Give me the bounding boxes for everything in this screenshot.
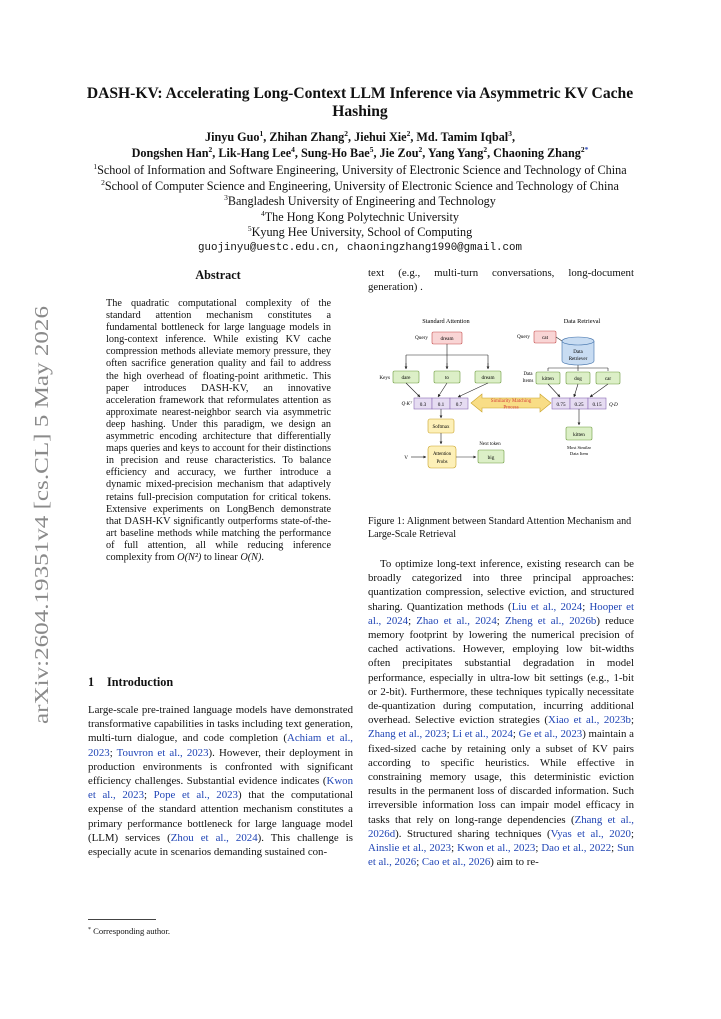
author-list xyxy=(40,129,680,161)
fig-r-query-token: cat xyxy=(541,335,549,341)
fig-score-value: 0.1 xyxy=(437,402,445,408)
fig-r-query-label: Query xyxy=(517,334,530,340)
affiliation-row xyxy=(10,225,710,241)
author-affiliation-mark: 2 xyxy=(208,145,213,154)
figure-1-diagram xyxy=(368,315,634,490)
fig-arrow xyxy=(406,383,420,397)
citation-link[interactable]: Zhang et al., 2026d xyxy=(368,813,634,840)
author-affiliation-mark: 2 xyxy=(483,145,488,154)
fig-result-token: kitten xyxy=(573,432,585,438)
fig-attention-probs-line1: Attention xyxy=(432,452,452,457)
citation-separator: ; xyxy=(630,714,634,727)
section-heading-introduction xyxy=(88,675,173,690)
affiliation-row xyxy=(10,210,710,226)
citation-link[interactable]: Kwon et al., 2023 xyxy=(88,775,353,802)
fig-score-value: 0.3 xyxy=(419,402,427,408)
citation-link[interactable]: Hooper et al., 2024 xyxy=(368,600,635,627)
fig-right-title: Data Retrieval xyxy=(563,318,601,325)
abstract-text-a: The quadratic computational complexity of the standard attention mechanism constitutes a fundamental bottleneck for large language models in long-context inference. While existing KV cache compression methods alleviate memory pressure, they often sacrifice generation quality and fail to address the high overhead of floating-point arithmetic. This paper introduces DASH-KV, an innovative acceleration framework that reformulates attention as approximate nearest-neighbor search via asymmetric deep hashing. Under this paradigm, we design an asymmetric encoding architecture that differentially maps queries and keys to account for their distinctions in precision and reuse characteristics. To balance efficiency and accuracy, we further introduce a dynamic mixed-precision mechanism that adaptively retains full-precision computation for critical tokens. Extensive experiments on LongBench demonstrate that DASH-KV significantly outperforms state-of-the-art baseline methods while matching the performance of full attention, all while reducing inference complexity from xyxy=(106,298,331,563)
author-name: Lik-Hang Lee xyxy=(218,146,292,160)
citation-separator: ; xyxy=(446,728,453,741)
fig-result-label-line2: Data Item xyxy=(569,451,589,456)
fig-arrow xyxy=(590,384,608,397)
para-text: ) maintain a fixed-sized cache by retaining only a subset of KV pairs according to specific heuristics. While effective in constraining memory usage, this deterministic eviction results in the permanent loss of discarded information. Such irreversible information loss can impair model efficacy in tasks that rely on long-range dependencies ( xyxy=(368,728,634,826)
affiliation-mark: 1 xyxy=(93,162,98,171)
fig-r-score-value: 0.75 xyxy=(556,402,566,408)
section-title: Introduction xyxy=(107,675,174,689)
citation-link[interactable]: Zheng et al., 2026b xyxy=(504,614,597,627)
figure-1 xyxy=(368,315,634,490)
abstract-text-c: . xyxy=(261,551,264,563)
intro-text-1: Large-scale pre-trained language models have demonstrated transformative capabilities in tasks including text generation, multi-turn dialogue, and code completion ( xyxy=(88,704,353,745)
citation-link[interactable]: Zhao et al., 2024 xyxy=(416,614,497,627)
affiliation-row xyxy=(10,194,710,210)
contact-emails[interactable]: guojinyu@uestc.edu.cn, chaoningzhang1990@gmail.com xyxy=(198,241,522,254)
affiliation-text: School of Information and Software Engineering, University of Electronic Science and Technology of China xyxy=(97,163,627,177)
fig-db-label-line2: Retriever xyxy=(568,357,588,362)
fig-data-item: kitten xyxy=(542,376,554,382)
affiliation-mark: 4 xyxy=(260,208,265,218)
author-name: Chaoning Zhang xyxy=(493,146,581,160)
affiliation-text: The Hong Kong Polytechnic University xyxy=(264,209,460,224)
fig-attention-probs-line2: Probs xyxy=(436,460,448,465)
citation-link[interactable]: Vyas et al., 2020 xyxy=(550,827,631,840)
author-name: Dongshen Han xyxy=(131,146,209,160)
citation-link[interactable]: Kwon et al., 2023 xyxy=(457,842,536,855)
fig-next-token: big xyxy=(487,455,495,461)
fig-similarity-line1: Similarity Matching xyxy=(490,399,532,404)
citation-link[interactable]: Cao et al., 2026 xyxy=(421,856,491,869)
footnote xyxy=(88,926,170,936)
fig-key-token: dream xyxy=(481,375,495,381)
fig-arrow xyxy=(574,384,578,397)
fig-key-token: to xyxy=(444,375,450,381)
affiliation-mark: 2 xyxy=(101,177,105,187)
right-column-continuation: text (e.g., multi-turn conversations, long-document generation) . xyxy=(368,267,634,294)
author-line-1: Jinyu Guo$^1$, Zhihan Zhang$^2$, Jiehui Xie$^2$, Md. Tamim Iqbal$^3$, xyxy=(205,129,515,144)
fig-r-score-value: 0.25 xyxy=(574,402,584,408)
author-affiliation-mark: 2 xyxy=(418,145,423,154)
para-text: ) reduce memory footprint by lowering the numerical precision of cached activations. However, employing low bit-widths often precipitates substantial degradation in model performance, especially in ultra-low bit settings (e.g., 1-bit or 2-bit). Furthermore, these techniques typically necessitate de-quantization during computation, incurring additional overhead. Selective eviction strategies ( xyxy=(368,614,634,727)
author-affiliation-mark: 3 xyxy=(508,129,512,138)
citation-link[interactable]: Sun et al., 2026 xyxy=(368,842,635,869)
intro-text-3: ) that the computational expense of the standard attention mechanism constitutes a primary performance bottleneck for large language model (LLM) services ( xyxy=(88,789,353,844)
intro-text-2: ). However, their deployment in production environments is confronted with significant efficiency challenges. Substantial evidence indicates ( xyxy=(88,746,354,788)
intro-text-4: ). This challenge is especially acute in scenarios demanding sustained con- xyxy=(88,831,353,859)
fig-left-title: Standard Attention xyxy=(422,318,470,325)
author-affiliation-mark: 2 xyxy=(344,129,348,138)
author-name: Yang Yang xyxy=(427,146,484,160)
fig-result-label-line1: Most Similar xyxy=(566,445,592,450)
citation-separator: ; xyxy=(535,842,542,855)
corresponding-author-mark[interactable]: * xyxy=(584,145,589,154)
footnote-text: Corresponding author. xyxy=(93,926,171,936)
affiliation-mark: 5 xyxy=(247,224,252,233)
citation-separator: ; xyxy=(611,842,618,855)
author-affiliation-mark: 2 xyxy=(580,145,585,154)
fig-similarity-line2: Process xyxy=(503,405,519,411)
citation-link[interactable]: Pope et al., 2023 xyxy=(153,789,238,802)
arxiv-id-text: arXiv:2604.19351v4 [cs.CL] 5 May 2026 xyxy=(32,399,53,724)
affiliation-row xyxy=(10,163,710,179)
affiliation-text: Bangladesh University of Engineering and Technology xyxy=(227,194,496,208)
citation-separator: ; xyxy=(630,827,634,840)
fig-data-items-line1: Data xyxy=(523,372,533,377)
complexity-linear: O(N) xyxy=(240,551,262,563)
citation-link[interactable]: Zhang et al., 2023 xyxy=(368,728,447,741)
author-line-2: Dongshen Han$^2$, Lik-Hang Lee$^4$, Sung-Ho Bae$^5$, Jie Zou$^2$, Yang Yang$^2$, Chaoning Zhang$^{2*}$ xyxy=(131,145,589,160)
author-affiliation-mark: 5 xyxy=(369,145,374,154)
citation-separator: ; xyxy=(496,614,505,627)
fig-key-token: dare xyxy=(401,375,411,381)
author-affiliation-mark: 4 xyxy=(291,145,295,154)
citation-link[interactable]: Ge et al., 2023 xyxy=(518,728,583,741)
author-name: Zhihan Zhang xyxy=(269,130,345,144)
author-name: Md. Tamim Iqbal xyxy=(416,130,509,144)
citation-separator: ; xyxy=(582,600,590,613)
citation-separator: ; xyxy=(408,614,417,627)
affiliation-row xyxy=(10,179,710,195)
citation-link[interactable]: Liu et al., 2024 xyxy=(511,600,583,613)
affiliation-text: Kyung Hee University, School of Computing xyxy=(251,225,473,239)
citation-link[interactable]: Dao et al., 2022 xyxy=(541,842,612,855)
para-text: ). Structured sharing techniques ( xyxy=(395,827,551,840)
fig-score-value: 0.7 xyxy=(455,402,463,408)
affiliation-text: School of Computer Science and Engineering, University of Electronic Science and Technology of China xyxy=(104,178,619,193)
citation-link[interactable]: Xiao et al., 2023b xyxy=(547,714,631,727)
fig-qk-label: Q·Kᵀ xyxy=(401,401,412,407)
author-name: Sung-Ho Bae xyxy=(300,146,370,160)
figure-1-caption: Figure 1: Alignment between Standard Attention Mechanism and Large-Scale Retrieval xyxy=(368,516,632,540)
fig-data-items-line2: Items xyxy=(522,379,534,384)
fig-v-label: V xyxy=(404,455,408,461)
paper-title: DASH-KV: Accelerating Long-Context LLM Inference via Asymmetric KV Cache Hashing xyxy=(86,85,634,120)
citation-separator: ; xyxy=(451,842,458,855)
fig-r-score-value: 0.15 xyxy=(592,402,602,408)
section-number: 1 xyxy=(88,675,95,689)
citation-separator: ; xyxy=(144,789,154,802)
fig-data-retriever-db-top xyxy=(562,337,594,345)
fig-qd-label: Q·D xyxy=(609,402,618,408)
complexity-quadratic: O(N²) xyxy=(177,551,202,563)
author-name: Jiehui Xie xyxy=(354,130,407,144)
abstract-text-b: to linear xyxy=(201,551,241,563)
author-name: Jinyu Guo xyxy=(205,130,260,144)
fig-next-token-label: Next token xyxy=(479,442,501,447)
para-text: To optimize long-text inference, existing research can be broadly categorized into three principal approaches: quantization compression, selective eviction, and structured sharing. Quantization methods ( xyxy=(368,558,634,613)
fig-arrow xyxy=(458,383,488,397)
citation-link[interactable]: Touvron et al., 2023 xyxy=(116,746,209,759)
citation-separator: ; xyxy=(416,856,422,869)
author-affiliation-mark: 1 xyxy=(259,129,264,138)
arxiv-stamp-svg xyxy=(6,300,66,730)
affiliation-list xyxy=(10,163,710,241)
fig-data-item: dog xyxy=(574,376,582,382)
author-name: Jie Zou xyxy=(379,146,419,160)
affiliations xyxy=(10,163,710,256)
paragraph xyxy=(368,557,634,869)
citation-separator: ; xyxy=(109,746,117,759)
footnote-rule xyxy=(88,919,156,920)
author-affiliation-mark: 2 xyxy=(406,129,411,138)
footnote-mark: * xyxy=(88,927,91,933)
citation-link[interactable]: Zhou et al., 2024 xyxy=(170,831,258,844)
fig-arrow xyxy=(548,384,560,397)
abstract-body xyxy=(106,298,331,564)
fig-query-token: dream xyxy=(440,336,454,342)
fig-softmax-label: Softmax xyxy=(432,425,450,430)
para-text: ) aim to re- xyxy=(490,856,539,869)
arxiv-identifier-stamp xyxy=(6,300,66,730)
fig-data-item: car xyxy=(604,376,612,382)
affiliation-mark: 3 xyxy=(224,193,228,202)
fig-arrow xyxy=(438,383,447,397)
fig-db-label-line1: Data xyxy=(573,350,583,355)
citation-separator: ; xyxy=(512,728,519,741)
citation-link[interactable]: Ainslie et al., 2023 xyxy=(368,842,452,855)
citation-link[interactable]: Achiam et al., 2023 xyxy=(88,732,353,759)
right-column-paragraph xyxy=(368,557,634,869)
fig-retriever-fanout-lines xyxy=(548,365,608,371)
fig-query-label: Query xyxy=(415,335,428,341)
abstract-heading: Abstract xyxy=(195,268,241,282)
introduction-paragraph xyxy=(88,703,353,859)
citation-link[interactable]: Li et al., 2024 xyxy=(452,728,513,741)
fig-keys-label: Keys xyxy=(379,375,390,381)
